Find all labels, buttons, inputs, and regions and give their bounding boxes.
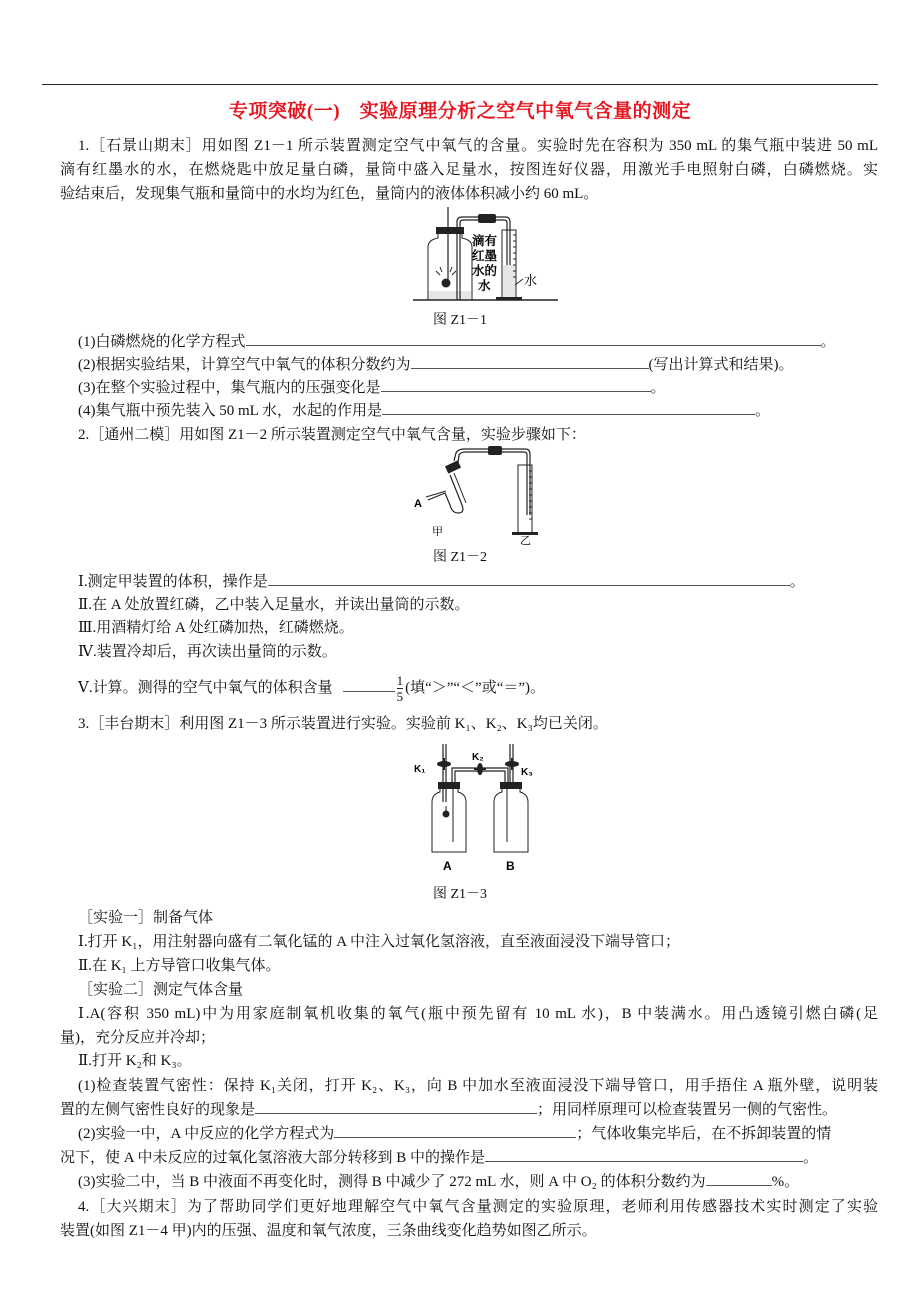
label-b: B [506, 859, 515, 873]
figure-z1-3-caption: 图 Z1－3 [432, 887, 488, 902]
q2-step5-tail: (填“＞”“＜”或“＝”)。 [405, 680, 546, 696]
answer-blank[interactable] [706, 1171, 772, 1186]
q1-sub4 [78, 400, 770, 422]
q1-sub4-text: (4)集气瓶中预先装入 50 mL 水，水起的作用是 [78, 403, 383, 419]
q3-exp1-step2: Ⅱ.在 K₁ 上方导管口收集气体。 [78, 958, 281, 974]
figure-z1-1-caption: 图 Z1－1 [432, 313, 488, 328]
q1-sub3-text: (3)在整个实验过程中，集气瓶内的压强变化是 [78, 380, 381, 396]
q3-p1-line2-text: 置的左侧气密性良好的现象是 [60, 1102, 256, 1118]
period: 。 [803, 1150, 819, 1166]
q1-sub2-tail: (写出计算式和结果)。 [648, 357, 794, 373]
q1-sub2-text: (2)根据实验结果，计算空气中氧气的体积分数约为 [78, 357, 411, 373]
q1-sub2 [78, 354, 794, 376]
q2-text-line1: 2.［通州二模］用如图 Z1－2 所示装置测定空气中氧气含量，实验步骤如下： [78, 427, 586, 443]
answer-blank[interactable] [246, 331, 821, 346]
answer-blank[interactable] [382, 400, 755, 415]
answer-blank[interactable] [268, 571, 790, 586]
period: 。 [755, 403, 771, 419]
period: 。 [820, 334, 836, 350]
label-a: A [414, 498, 422, 510]
numerator: 1 [396, 673, 404, 689]
q3-exp1-heading: ［实验一］制备气体 [78, 910, 214, 926]
period: 。 [650, 380, 666, 396]
answer-blank[interactable] [381, 377, 651, 392]
q3-p3 [78, 1171, 799, 1193]
q3-p2-tail: ；气体收集完毕后，在不拆卸装置的情 [576, 1126, 832, 1142]
q3-p2-text: (2)实验一中，A 中反应的化学方程式为 [78, 1126, 335, 1142]
page-title: 专项突破(一) 实验原理分析之空气中氧气含量的测定 [228, 101, 692, 122]
figure-z1-1 [410, 205, 560, 305]
header-rule [42, 84, 878, 85]
q2-step3: Ⅲ.用酒精灯给 A 处红磷加热，红磷燃烧。 [78, 620, 354, 636]
q1-text-line2: 滴有红墨水的水，在燃烧匙中放足量白磷，量筒中盛入足量水，按图连好仪器，用激光手电照射白磷，白磷燃烧。实 [60, 162, 878, 178]
label-yi: 乙 [520, 535, 531, 545]
q4-text-line2: 装置(如图 Z1－4 甲)内的压强、温度和氧气浓度，三条曲线变化趋势如图乙所示。 [60, 1223, 597, 1239]
q3-p2-line2-text: 况下，使 A 中未反应的过氧化氢溶液大部分转移到 B 中的操作是 [60, 1150, 486, 1166]
answer-blank[interactable] [255, 1099, 537, 1114]
figure-z1-2-caption: 图 Z1－2 [432, 550, 488, 565]
q3-p1-line1: (1)检查装置气密性：保持 K₁关闭，打开 K₂、K₃，向 B 中加水至液面浸没下端导管口，用手捂住 A 瓶外壁，说明装 [78, 1078, 878, 1094]
label-water: 水 [524, 273, 538, 288]
q3-text-line1: 3.［丰台期末］利用图 Z1－3 所示装置进行实验。实验前 K₁、K₂、K₃均已关闭。 [78, 716, 608, 732]
q3-p1-line2 [60, 1099, 837, 1121]
q1-sub1-text: (1)白磷燃烧的化学方程式 [78, 334, 246, 350]
q3-exp2-step1-line1: Ⅰ.A(容积 350 mL)中为用家庭制氧机收集的氧气(瓶中预先留有 10 mL 水)，B 中装满水。用凸透镜引燃白磷(足 [78, 1006, 878, 1022]
label-ink-water: 滴有红墨水的水 [472, 234, 498, 293]
q3-exp2-step1-line2: 量)，充分反应并冷却； [60, 1030, 215, 1046]
q3-p2-line2 [60, 1147, 818, 1169]
q4-text-line1: 4.［大兴期末］为了帮助同学们更好地理解空气中氧气含量测定的实验原理，老师利用传感器技术实时测定了实验 [78, 1199, 878, 1215]
q2-step2: Ⅱ.在 A 处放置红磷，乙中装入足量水，并读出量筒的示数。 [78, 597, 470, 613]
answer-blank[interactable] [343, 677, 395, 692]
period: 。 [789, 574, 805, 590]
label-jia: 甲 [432, 526, 443, 538]
label-k1: K₁ [414, 764, 426, 775]
answer-blank[interactable] [411, 354, 649, 369]
fraction-one-fifth [397, 673, 404, 704]
label-a: A [443, 859, 452, 873]
label-k3: K₃ [521, 767, 533, 778]
q3-exp2-heading: ［实验二］测定气体含量 [78, 982, 244, 998]
q3-p3-text: (3)实验二中，当 B 中液面不再变化时，测得 B 中减少了 272 mL 水，则 A 中 O₂ 的体积分数约为 [78, 1174, 706, 1190]
q1-sub3 [78, 377, 666, 399]
q2-step4: Ⅳ.装置冷却后，再次读出量筒的示数。 [78, 644, 337, 660]
q2-step1 [78, 571, 805, 593]
q2-step5 [78, 670, 545, 706]
figure-z1-2 [410, 445, 560, 545]
q1-text-line1: 1.［石景山期末］用如图 Z1－1 所示装置测定空气中氧气的含量。实验时先在容积为 350 mL 的集气瓶中装进 50 mL [78, 138, 878, 154]
q2-step5-text: Ⅴ.计算。测得的空气中氧气的体积含量 [78, 680, 333, 696]
answer-blank[interactable] [334, 1123, 576, 1138]
q3-p2-line1 [78, 1123, 831, 1145]
q3-exp1-step1: Ⅰ.打开 K₁，用注射器向盛有二氧化锰的 A 中注入过氧化氢溶液，直至液面浸没下端导管口； [78, 934, 680, 950]
q1-text-line3: 验结束后，发现集气瓶和量筒中的水均为红色，量筒内的液体体积减小约 60 mL。 [60, 186, 599, 202]
q2-step1-text: Ⅰ.测定甲装置的体积，操作是 [78, 574, 268, 590]
denominator: 5 [396, 689, 404, 705]
q3-exp2-step2: Ⅱ.打开 K₂和 K₃。 [78, 1053, 192, 1069]
label-k2: K₂ [472, 752, 484, 763]
figure-z1-3 [410, 742, 550, 882]
q1-sub1 [78, 331, 836, 353]
q3-p3-tail: %。 [771, 1174, 800, 1190]
answer-blank[interactable] [485, 1147, 803, 1162]
q3-p1-tail: ；用同样原理可以检查装置另一侧的气密性。 [537, 1102, 838, 1118]
